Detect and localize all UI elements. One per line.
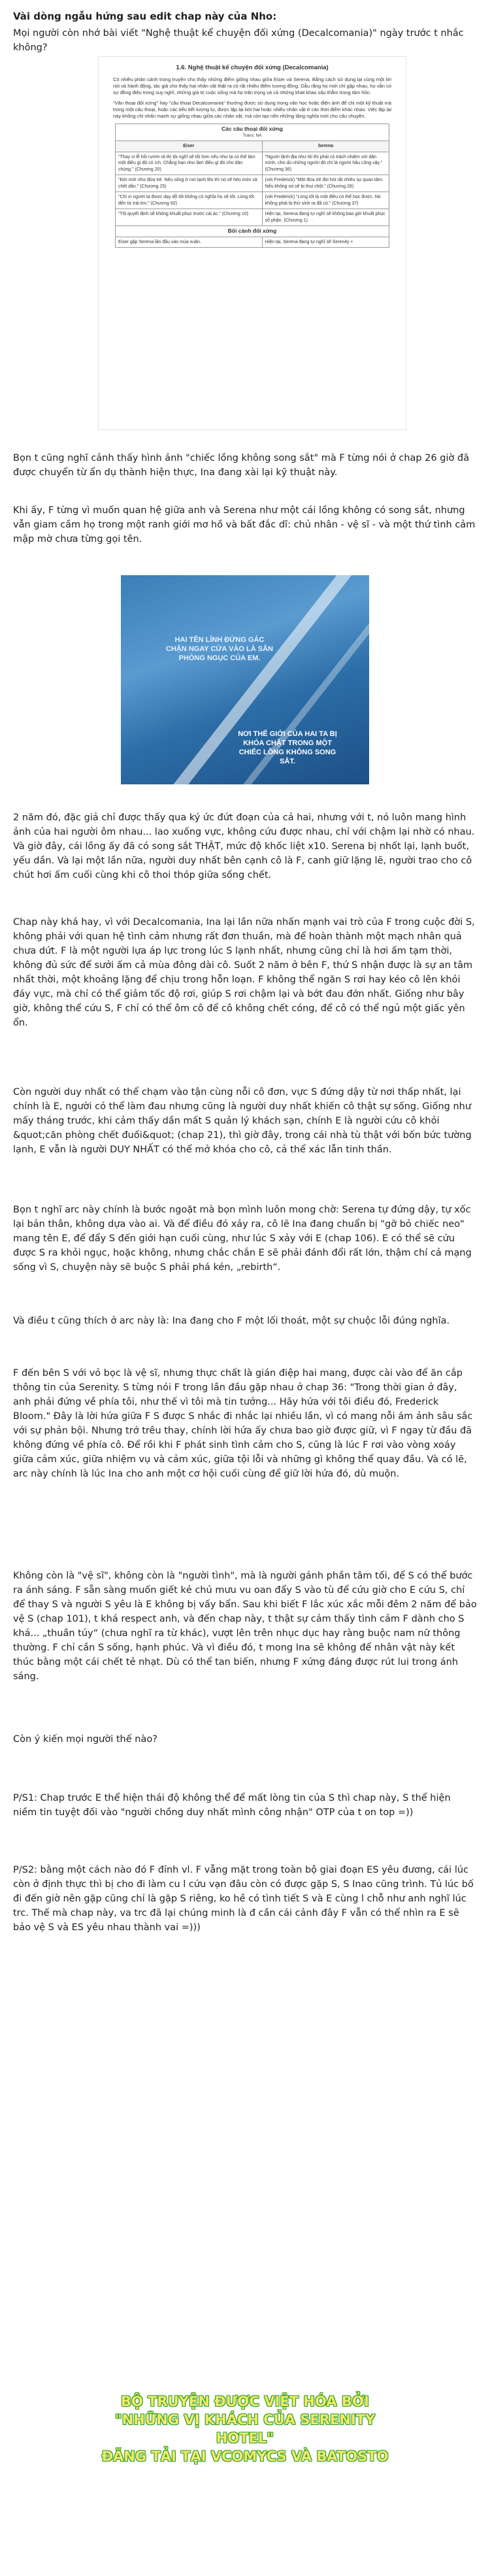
ps-note-1: P/S1: Chap trước E thể hiện thái độ không thể để mất lòng tin của S thì chap này, S thể hiện niềm tin tuyệt đối vào "người chồng duy nhất mình công nhận" OTP của t on top =))	[13, 1793, 451, 1818]
credit-line-1: BỘ TRUYỆN ĐƯỢC VIỆT HÓA BỞI	[121, 2394, 369, 2409]
credit-line-2: "NHỮNG VỊ KHÁCH CỦA SERENITY HOTEL"	[114, 2412, 376, 2446]
table-row	[116, 237, 389, 248]
table-row	[116, 192, 389, 209]
paragraph-7: Và điều t cũng thích ở arc này là: Ina đang cho F một lối thoát, một sự chuộc lỗi đúng nghĩa.	[13, 1316, 450, 1326]
intro-block	[13, 9, 477, 55]
translation-credit	[98, 2392, 392, 2466]
paragraph-4: Chap này khá hay, vì với Decalcomania, Ina lại lần nữa nhấn mạnh vai trò của F trong cuộc đời S, không phải với quan hệ tình cảm nhưng rất đơn thuần, mà để hoàn thành một mạch nhân quả chưa dứt. F là một người lựa áp lực trong lúc S lạnh nhất, nhưng cũng chỉ là hơi ấm tạm thời, không đủ sức để sưởi ấm cả mùa đông dài cô. Suốt 2 năm ở bên F, thứ S nhận được là sự an tâm nhất thời, một khoảng lặng để chịu trong hỗn loạn. F không thể ngăn S rơi hay kéo cô lên khỏi đáy vực, mà chỉ có thể giảm tốc độ rơi, giúp S rơi chậm lại và bớt đau đớn nhất. Giống như bây giờ, không thể cứu S, F chỉ có thể ôm cô để cô không chết cóng, để cô có thể ngủ một giấc yên ổn.	[13, 917, 475, 1028]
table-caption	[116, 124, 389, 141]
table-row	[116, 152, 389, 175]
document-paragraph: Có nhiều phân cảnh trong truyện cho thấy những điểm giống nhau giữa Eiser và Serena. Bằng cách sử dụng lại cùng một lời nói và hành động, tác giả cho thấy hai nhân vật thật ra có rất nhiều điểm tương đồng. Dẫu rằng họ mới chỉ gặp nhau, họ vẫn có sự đồng điệu trong suy nghĩ, những giá trị cuộc sống mà họ trân trọng và cả những khát khao sâu thẳm trong tâm hồn.	[113, 76, 391, 95]
table-cell: Hiện tại, Serena đang tự nghĩ sẽ không bao giờ khuất phục số phận. (Chương 1)	[262, 209, 389, 226]
paragraph-8: F đến bên S với vỏ bọc là vệ sĩ, nhưng thực chất là gián điệp hai mang, được cài vào để ăn cắp thông tin của Serenity. S từng nói F trong lần đầu gặp nhau ở chap 36: "Trong thời gian ở đây, anh phải đứng về phía tôi, như thế vì tôi mà tin tưởng... Hãy hứa với tôi điều đó, Frederick Bloom." Đây là lời hứa giữa F S được S nhắc đi nhắc lại nhiều lần, vì có mang nỗi ám ảnh sâu sắc với sự phản bội. Nhưng trớ trêu thay, chính lời hứa ấy chưa bao giờ được giữ, vì F ngay từ đầu đã không đứng về phía cô. Để rồi khi F phát sinh tình cảm cho S, cũng là lúc F rơi vào vòng xoáy giữa cảm xúc, giữa nhiệm vụ và cảm xúc, giữa tội lỗi và những gì không thể quay đầu. Và có lẽ, arc này chính là lúc Ina cho anh một cơ hội cuối cùng để giữ lời hứa đó, dù muộn.	[13, 1368, 473, 1479]
paragraph-9: Không còn là "vệ sĩ", không còn là "người tình", mà là người gánh phần tâm tối, để S có thể bước ra ánh sáng. F sẵn sàng muốn giết kẻ chủ mưu vu oan đẩy S vào tù để cứu giờ cho E cứu S, chỉ để thay S và người S yêu là E không bị vấy bẩn. Sau khi biết F lắc xúc xắc mỗi đêm 2 năm để bảo vệ S (chap 101), t khá respect anh, và đến chap này, t thật sự cảm thấy tình cảm F dành cho S khá... „thuần túy“ (chưa nghĩ ra từ khác), vượt lên trên nhục dục hay ràng buộc nam nữ thông thường. F chỉ cần S sống, hạnh phúc. Và vì điều đó, t mong Ina sẽ không để nhân vật này kết thúc bằng một cái chết tẻ nhạt. Dù có thể tan biến, nhưng F xứng đáng được rút lui trong ánh sáng.	[13, 1571, 477, 1682]
table-caption-text: Các câu thoại đối xứng	[221, 125, 283, 132]
table-header-serena: Serena	[262, 141, 389, 152]
paragraph-5: Còn người duy nhất có thể chạm vào tận cùng nỗi cô đơn, vực S đứng dậy từ nơi thấp nhất, lại chính là E, người có thể làm đau nhưng cũng là người duy nhất khiến cô thật sự sống. Giống như mấy tháng trước, khi cảm thấy dần mất S quản lý khách sạn, chính E là người cứu cô khỏi &quot;căn phòng chết đuối&quot; (chap 21), thì giờ đây, trong cái nhà tù thật với bốn bức tường lạnh, E vẫn là người DUY NHẤT có thể mở khóa cho cô, cả thể xác lẫn tinh thần.	[13, 1087, 472, 1155]
table-cell: "Chỉ vì người ta được dạy dỗ tốt không có nghĩa họ sẽ tốt. Lòng tốt đến từ trái tim." (Chương 92)	[116, 192, 263, 209]
manga-panel	[121, 575, 369, 784]
document-screenshot	[98, 56, 406, 430]
dialogue-table	[115, 124, 389, 248]
intro-title: Vài dòng ngẫu hứng sau edit chap này của Nho:	[13, 10, 277, 22]
table-cell: "Đời mới như đứa trẻ. Nếu sống ở nơi lạnh lẽo thì nó sẽ héo mòn và chết dần." (Chương 25)	[116, 175, 263, 192]
table-section-title: Bối cảnh đối xứng	[116, 226, 389, 237]
paragraph-3: 2 năm đó, đặc giả chỉ được thấy qua ký ức đứt đoạn của cả hai, nhưng với t, nó luôn mang hình ảnh của hai người ôm nhau... lao xuống vực, không cứu được nhau, chỉ với chậm lại nhờ có nhau. Và giờ đây, cái lồng ấy đã có song sắt THẬT, mức độ khốc liệt x10. Serena bị nhốt lại, lạnh buốt, yếu dần. Và lại một lần nữa, người duy nhất bên cạnh cô là F, canh giữ lặng lẽ, người trao cho cô chút hơi ấm cuối cùng khi cô thoi thóp giữa sống chết.	[13, 812, 475, 880]
paragraph-1: Bọn t cũng nghĩ cảnh thấy hình ảnh "chiếc lồng không song sắt" mà F từng nói ở chap 26 giờ đã được chuyển từ ẩn dụ thành hiện thực, Ina đang xài lại kỹ thuật này.	[13, 453, 470, 478]
table-cell: Eiser gặp Serena lần đầu vào mùa xuân.	[116, 237, 263, 248]
table-subcaption: Trans: NA	[242, 133, 262, 138]
paragraph-6: Bọn t nghĩ arc này chính là bước ngoặt mà bọn mình luôn mong chờ: Serena tự đứng dậy, tự xốc lại bản thân, không dựa vào ai. Và để điều đó xảy ra, cô lẽ Ina đang chuẩn bị "gỡ bỏ chiếc neo" mang tên E, để đẩy S đến giới hạn cuối cùng, như lúc S xảy với E (chap 106). E có thể sẽ cứu được S ra khỏi ngục, hoặc không, nhưng chắc chắn E sẽ phải đánh đổi rất lớn, thậm chí cả mạng sống vì S, chuyện này sẽ buộc S phải phá kén, „rebirth“.	[13, 1205, 472, 1273]
ps-note-2: P/S2: bằng một cách nào đó F đỉnh vl. F vẫng mặt trong toàn bộ giai đoạn ES yêu đương, cái lúc còn ở định thực thì bị cho đi làm cu l cứu vạn đâu còn có được gặp S, S Inao cũng trình. Tủ lúc bố đi đến giờ nên gặp cũng chỉ là gặp S riêng, ko hề có tình tiết S và E cùng l chỗ như anh nghĩ lúc trc. Thế mà chap này, va trc đã lại chúng minh là đ cần cái cảnh đây F vẫn có thể nhìn ra E sẽ bảo vệ S và ES yêu nhau thành vai =)))	[13, 1865, 474, 1933]
speech-text-2: NƠI THẾ GIỚI CỦA HAI TA BỊ KHÓA CHẶT TRONG MỘT CHIẾC LỒNG KHÔNG SONG SẮT.	[238, 730, 337, 765]
table-row	[116, 175, 389, 192]
speech-text-1: HAI TÊN LÍNH ĐỨNG GÁC CHẶN NGAY CỬA VÀO LÀ SĂN PHÒNG NGỤC CỦA EM.	[166, 636, 273, 662]
intro-text: Mọi người còn nhớ bài viết "Nghệ thuật kể chuyện đối xứng (Decalcomania)" ngày trước t nhắc không?	[13, 28, 464, 53]
table-cell: "Thay vì lễ hồi rườm rà thì tôi nghĩ sẽ tốt hơn nếu như ta có thể làm một điều gì đó có ích. Chẳng hạn như làm điều gì đó cho dân chúng." (Chương 20)	[116, 152, 263, 175]
table-cell: (với Frederick) "Một đứa trẻ đòi hỏi rất nhiều sự quan tâm. Nếu không nó sẽ bị thui chột." (Chương 28)	[262, 175, 389, 192]
credit-line-3: ĐĂNG TẢI TẠI VCOMYCS VÀ BATOSTO	[101, 2449, 389, 2464]
document-title: 1.6. Nghệ thuật kể chuyện đối xứng (Decalcomania)	[176, 64, 329, 71]
table-cell: (với Frederick) "Lòng tốt là một điều có thể học được. Nó không phải là thứ sinh ra đã có." (Chương 37)	[262, 192, 389, 209]
document-paragraph: "Văn thoại đối xứng" hay "câu thoại Decalcomania" thường được sử dụng trong văn học hoặc điện ảnh để chỉ một kỹ thuật mà trong một câu thoại, hoặc các tiểu tiết lượng lự, được lặp lại bởi hai hoặc nhiều nhân vật ở các thời điểm khác nhau. Việc lặp lại này không chỉ nhấn mạnh sự giống nhau giữa các nhân vật, mà còn tạo nên những tầng nghĩa mới cho câu chuyện.	[113, 100, 391, 119]
paragraph-10: Còn ý kiến mọi người thế nào?	[13, 1734, 157, 1745]
table-cell: "Tôi quyết định sẽ không khuất phục trước cái ác." (Chương 10)	[116, 209, 263, 226]
paragraph-2: Khi ấy, F từng vì muốn quan hệ giữa anh và Serena như một cái lồng không có song sắt, nhưng vẫn giam cầm họ trong một ranh giới mơ hồ và bất đắc dĩ: chủ nhân - vệ sĩ - và một thứ tình cảm mập mờ chưa từng gọi tên.	[13, 505, 476, 544]
table-row	[116, 209, 389, 226]
table-cell: Hiện tại, Serena đang tự nghĩ sẽ Serenity +	[262, 237, 389, 248]
table-cell: "Người lãnh địa như tôi thì phải có trách nhiệm với dân mình, cho dù những người đó chỉ là người hầu cũng vậy." (Chương 36)	[262, 152, 389, 175]
table-header-eiser: Eiser	[116, 141, 263, 152]
